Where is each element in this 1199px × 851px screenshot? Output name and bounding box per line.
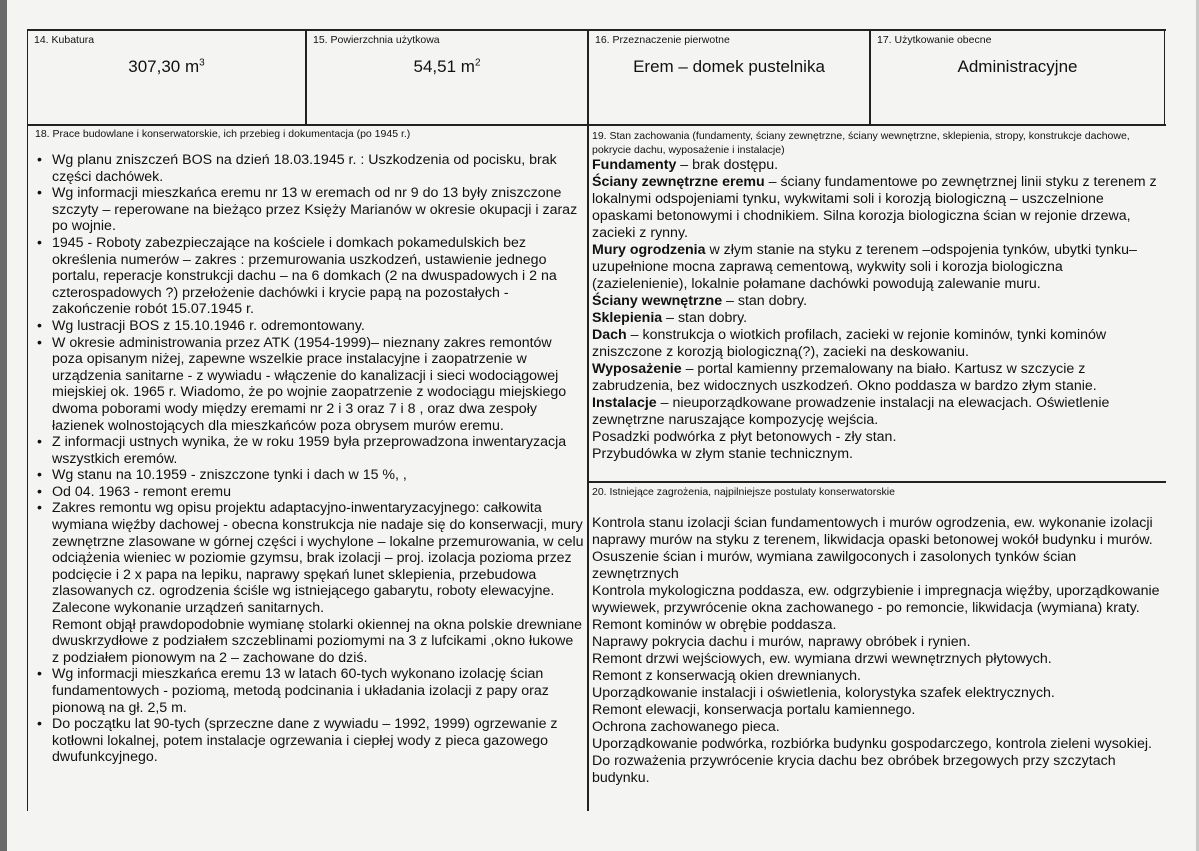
przeznaczenie-value: Erem – domek pustelnika [633,57,825,76]
stan-entry-heading: Ściany zewnętrzne eremu [592,174,765,190]
stan-entry-text: – brak dostępu. [676,157,779,173]
list-item: • Zakres remontu wg opisu projektu adaptacyjno-inwentaryzacyjnego: całkowita wymiana więźby dachowej - obecna konstrukcja nie nadaje się do konserwacji, mury zewnętrzne zlasowane w górnej części i wychylone – lokalne przemurowania, w celu odciążenia wieniec w poziomie gzymsu, brak izolacji – proj. izolacja pozioma przez podcięcie i 2 x papa na lepiku, naprawy spękań lunet sklepienia, przebudowa zlasowanych cz. ogrodzenia ściśle wg istniejącego gabarytu, roboty elewacyjne. Zalecone wykonanie urządzeń sanitarnych. [36,500,584,616]
stan-entry [592,361,1162,395]
row-divider [28,124,1166,126]
stan-entry-text: – nieuporządkowane prowadzenie instalacji na elewacjach. Oświetlenie zewnętrzne naruszające kompozycję wejścia. [592,395,1110,428]
stan-entry-heading: Ściany wewnętrzne [592,293,723,309]
stan-entry [592,429,1162,446]
postulat-item: Uporządkowanie podwórka, rozbiórka budynku gospodarczego, kontrola zieleni wysokiej. [592,735,1152,752]
cell-kubatura [28,31,305,124]
stan-entry [592,174,1162,242]
stan-entry-text: – portal kamienny przemalowany na biało. Kartusz w szczycie z zabrudzenia, bez widocznych uszkodzeń. Okno poddasza w bardzo złym stanie. [592,361,1097,394]
list-item: • Wg planu zniszczeń BOS na dzień 18.03.1945 r. : Uszkodzenia od pocisku, brak części dachówek. [36,152,584,185]
stan-entry-text: – stan dobry. [722,293,808,309]
stan-entry-text: – konstrukcja o wiotkich profilach, zacieki w rejonie kominów, tynki kominów zniszczone z korozją biologiczną(?), zacieki na deskowaniu. [592,327,1107,360]
list-item: • 1945 - Roboty zabezpieczające na kościele i domkach pokamedulskich bez określenia numerów – zakres : przemurowania uszkodzeń, ustawienie jednego portalu, reperacje konstrukcji dachu – na 6 domkach (2 na dwuspadowych i 2 na czterospadowych ?) przełożenie dachówki i krycie papą na pozostałych - zakończenie robót 15.07.1945 r. [36,235,584,318]
stan-entry [592,310,1162,327]
postulat-item: Osuszenie ścian i murów, wymiana zawilgoconych i zasolonych tynków ścian zewnętrznych [592,548,1077,582]
stan-entry [592,157,1162,174]
stan-entry-heading: Dach [592,327,627,343]
stan-entry-heading: Fundamenty [592,157,677,173]
cell-uzytkowanie [871,31,1164,124]
cell-powierzchnia [307,31,587,124]
list-item: • Wg informacji mieszkańca eremu 13 w latach 60-tych wykonano izolację ścian fundamentowych - poziomą, metodą podcinania i układania izolacji z papy oraz pionową na gł. 2,5 m. [36,666,584,716]
list-item: • Do początku lat 90-tych (sprzeczne dane z wywiadu – 1992, 1999) ogrzewanie z kotłowni lokalnej, potem instalacje ogrzewania i ciepłej wody z pieca gazowego dwufunkcyjnego. [36,716,584,766]
list-item: • Wg stanu na 10.1959 - zniszczone tynki i dach w 15 %, , [36,467,584,484]
list-item: • Wg lustracji BOS z 15.10.1946 r. odremontowany. [36,318,584,335]
stan-entry-text: w złym stanie na styku z terenem –odspojenia tynków, ubytki tynku– uzupełnione mocna zaprawą cementową, wykwity soli i korozja biologiczna (zazielenienie), lokalnie połamane dachówki powodują zalewanie muru. [592,242,1137,292]
postulat-item: Remont drzwi wejściowych, ew. wymiana drzwi wewnętrznych płytowych. [592,650,1052,667]
stan-entry-text: Posadzki podwórka z płyt betonowych - zły stan. [592,429,897,445]
scan-edge-left [0,0,7,851]
table-right-border [1164,29,1165,125]
stan-entry-heading: Mury ogrodzenia [592,242,706,258]
postulat-item: Uporządkowanie instalacji i oświetlenia, kolorystyka szafek elektrycznych. [592,684,1055,701]
powierzchnia-label: 15. Powierzchnia użytkowa [313,34,440,46]
postulat-item: Kontrola stanu izolacji ścian fundamentowych i murów ogrodzenia, ew. wykonanie izolacji naprawy murów na styku z terenem, likwidacja opaski betonowej wokół budynku i murów. [592,514,1153,548]
zagrozenia-section [592,486,1162,787]
stan-entry [592,293,1162,310]
stan-entry [592,395,1162,429]
postulat-item: Kontrola mykologiczna poddasza, ew. odgrzybienie i impregnacja więźby, uporządkowanie wywiewek, przywrócenie okna zachowanego - po remoncie, likwidacja (wymiana) kraty. Remont kominów w obrębie poddasza. [592,582,1160,633]
postulat-item: Remont z konserwacją okien drewnianych. [592,667,861,684]
powierzchnia-value: 54,51 $m^2$ [413,57,481,76]
stan-entry-heading: Wyposażenie [592,361,682,377]
stan-entry-text: – stan dobry. [662,310,748,326]
stan-entry [592,242,1162,293]
table-left-border [27,29,28,811]
stan-entry-heading: Sklepienia [592,310,663,326]
zagrozenia-label: 20. Istniejące zagrożenia, najpilniejsze postulaty konserwatorskie [592,486,895,498]
postulat-item: Naprawy pokrycia dachu i murów, naprawy obróbek i rynien. [592,633,971,650]
przeznaczenie-label: 16. Przeznaczenie pierwotne [595,34,730,46]
stan-entry-text: Przybudówka w złym stanie technicznym. [592,446,853,462]
stan-section [592,130,1162,463]
prace-list [36,152,584,766]
stan-entry-heading: Instalacje [592,395,657,411]
stan-entry [592,446,1162,463]
kubatura-label: 14. Kubatura [34,34,95,46]
list-item: • Z informacji ustnych wynika, że w roku 1959 była przeprowadzona inwentaryzacja wszystkich eremów. [36,434,584,467]
uzytkowanie-value: Administracyjne [957,57,1078,76]
postulat-item: Do rozważenia przywrócenie krycia dachu bez obróbek brzegowych przy szczytach budynku. [592,752,1116,786]
stan-label: 19. Stan zachowania (fundamenty, ściany zewnętrzne, ściany wewnętrzne, sklepienia, stropy, konstrukcje dachowe, pokrycie dachu, wyposażenie i instalacje) [592,130,1130,156]
list-item: • Wg informacji mieszkańca eremu nr 13 w eremach od nr 9 do 13 były zniszczone szczyty – reperowane na bieżąco przez Księży Marianów w okresie okupacji i zaraz po wojnie. [36,185,584,235]
uzytkowanie-label: 17. Użytkowanie obecne [877,34,992,46]
postulat-item: Ochrona zachowanego pieca. [592,718,780,735]
stan-entry-text: – ściany fundamentowe po zewnętrznej linii styku z terenem z lokalnymi odspojeniami tynku, wykwitami soli i korozją biologiczną – uszczelnione opaskami betonowymi i chodnikiem. Silna korozja biologiczna ścian w rejonie drzewa, zacieki z rynny. [592,174,1157,241]
prace-label: 18. Prace budowlane i konserwatorskie, ich przebieg i dokumentacja (po 1945 r.) [35,128,411,140]
section-divider-19-20 [588,481,1166,483]
stan-entry [592,327,1162,361]
kubatura-value: 307,30 $m^3$ [128,57,205,76]
list-item-continuation: Remont objął prawdopodobnie wymianę stolarki okiennej na okna polskie drewniane dwuskrzydłowe z podziałem szczeblinami poziomymi na 3 z lufcikami ,okno łukowe z podziałem pionowym na 2 – zachowane do dziś. [52,616,582,666]
list-item: • W okresie administrowania przez ATK (1954-1999)– nieznany zakres remontów poza opisanym niżej, zapewne wszelkie prace instalacyjne i zaopatrzenie w urządzenia sanitarne - z wywiadu - włączenie do kanalizacji i sieci wodociągowej miejskiej ok. 1965 r. Wiadomo, że po wojnie zaopatrzenie z wodociągu miejskiego dwoma poborami wody między eremami nr 2 i 3 oraz 7 i 8 , oraz dwa zespoły łazienek wolnostojących dla mieszkańców poza obrysem murów eremu. [36,335,584,435]
list-item: • Od 04. 1963 - remont eremu [36,484,584,501]
cell-przeznaczenie [589,31,869,124]
postulat-item: Remont elewacji, konserwacja portalu kamiennego. [592,701,916,718]
col-divider [587,29,589,811]
